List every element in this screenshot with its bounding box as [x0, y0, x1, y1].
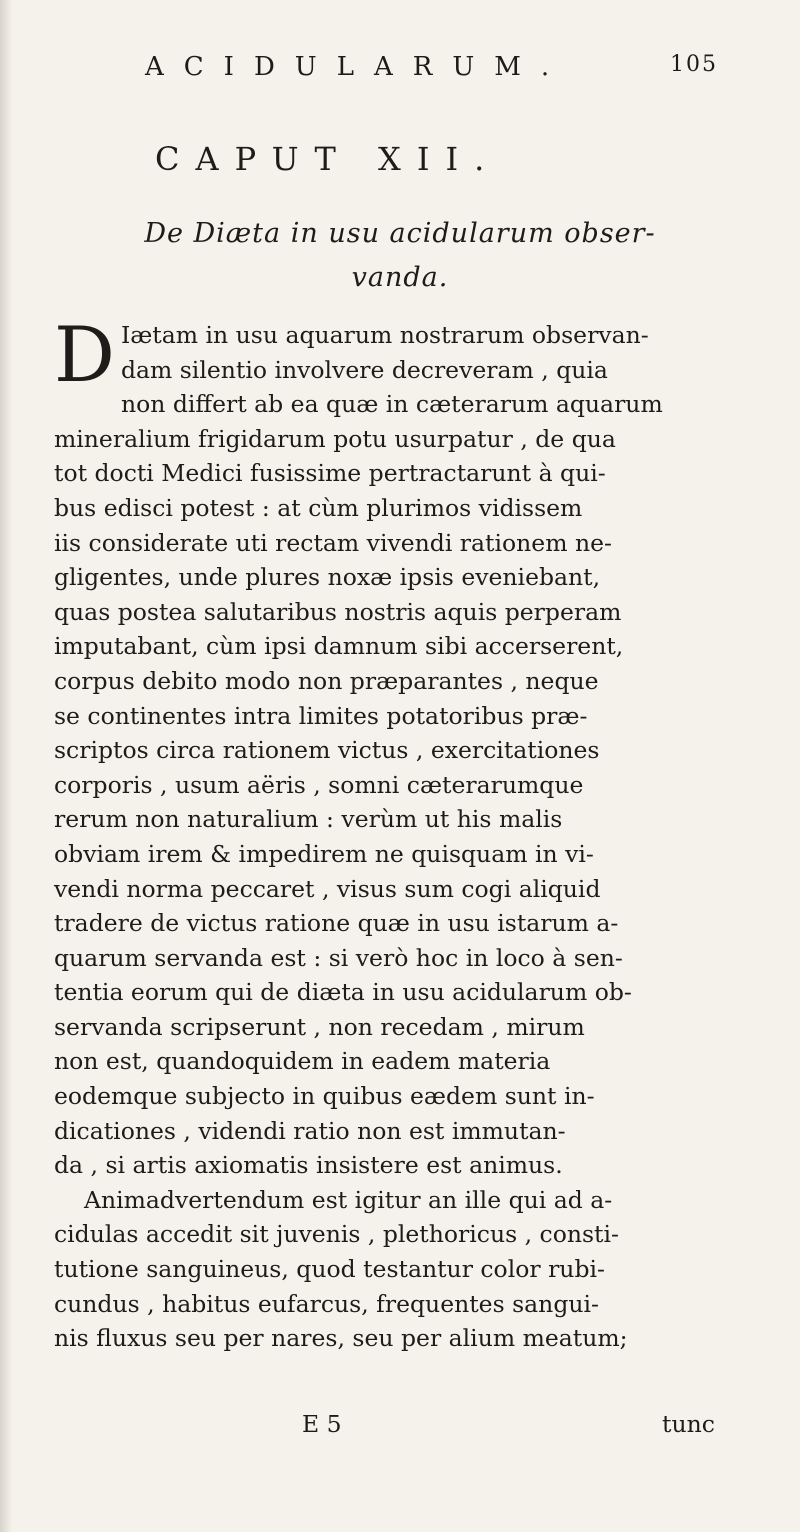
text-line: bus edisci potest : at cùm plurimos vidissem — [54, 493, 583, 522]
text-line: nis fluxus seu per nares, seu per alium meatum; — [54, 1324, 628, 1353]
text-line: non est, quandoquidem in eadem materia — [54, 1047, 551, 1076]
text-line: Iætam in usu aquarum nostrarum observan- — [120, 321, 649, 349]
text-line: Animadvertendum est igitur an ille qui ad a- — [84, 1185, 613, 1214]
text-line: cidulas accedit sit juvenis , plethoricus , consti- — [54, 1220, 619, 1249]
text-line: tradere de victus ratione quæ in usu istarum a- — [54, 909, 619, 938]
text-line: rerum non naturalium : verùm ut his malis — [54, 805, 563, 834]
text-line: tot docti Medici fusissime pertractarunt à qui- — [54, 459, 606, 488]
text-line: tentia eorum qui de diæta in usu acidularum ob- — [54, 978, 632, 1007]
text-line: quas postea salutaribus nostris aquis perperam — [54, 597, 622, 626]
text-line: servanda scripserunt , non recedam , mirum — [54, 1012, 585, 1041]
text-line: scriptos circa rationem victus , exercitationes — [54, 736, 600, 765]
text-line: corporis , usum aëris , somni cæterarumque — [54, 770, 584, 799]
text-line: se continentes intra limites potatoribus præ- — [54, 701, 588, 730]
chapter-subtitle — [120, 212, 680, 300]
text-line: cundus , habitus eufarcus, frequentes sangui- — [54, 1289, 599, 1318]
text-line: gligentes, unde plures noxæ ipsis eveniebant, — [54, 563, 601, 592]
text-line: obviam irem & impedirem ne quisquam in vi- — [54, 839, 594, 868]
subtitle-line: De Diæta in usu acidularum obser- — [144, 218, 656, 249]
text-line: eodemque subjecto in quibus eædem sunt in- — [54, 1082, 595, 1111]
text-line: mineralium frigidarum potu usurpatur , de qua — [54, 424, 616, 453]
body-text — [54, 310, 772, 1356]
subtitle-line: vanda. — [351, 262, 449, 293]
text-line: corpus debito modo non præparantes , neque — [54, 666, 599, 695]
text-line: quarum servanda est : si verò hoc in loco à sen- — [54, 943, 623, 972]
chapter-title: CAPUT XII. — [155, 140, 501, 178]
page-number: 105 — [670, 52, 718, 77]
text-line: dicationes , videndi ratio non est immutan- — [54, 1116, 566, 1145]
text-line: non differt ab ea quæ in cæterarum aquarum — [120, 390, 663, 419]
running-head: ACIDULARUM. — [145, 52, 570, 82]
text-line: tutione sanguineus, quod testantur color rubi- — [54, 1255, 605, 1284]
text-line: dam silentio involvere decreveram , quia — [120, 355, 608, 384]
text-line: iis considerate uti rectam vivendi rationem ne- — [54, 528, 612, 557]
text-line: imputabant, cùm ipsi damnum sibi accerserent, — [54, 632, 624, 661]
text-line: vendi norma peccaret , visus sum cogi aliquid — [54, 874, 601, 903]
signature-mark: E 5 — [302, 1410, 342, 1438]
catchword: tunc — [662, 1410, 715, 1438]
drop-cap: D — [54, 310, 115, 399]
text-line: da , si artis axiomatis insistere est animus. — [54, 1151, 563, 1180]
